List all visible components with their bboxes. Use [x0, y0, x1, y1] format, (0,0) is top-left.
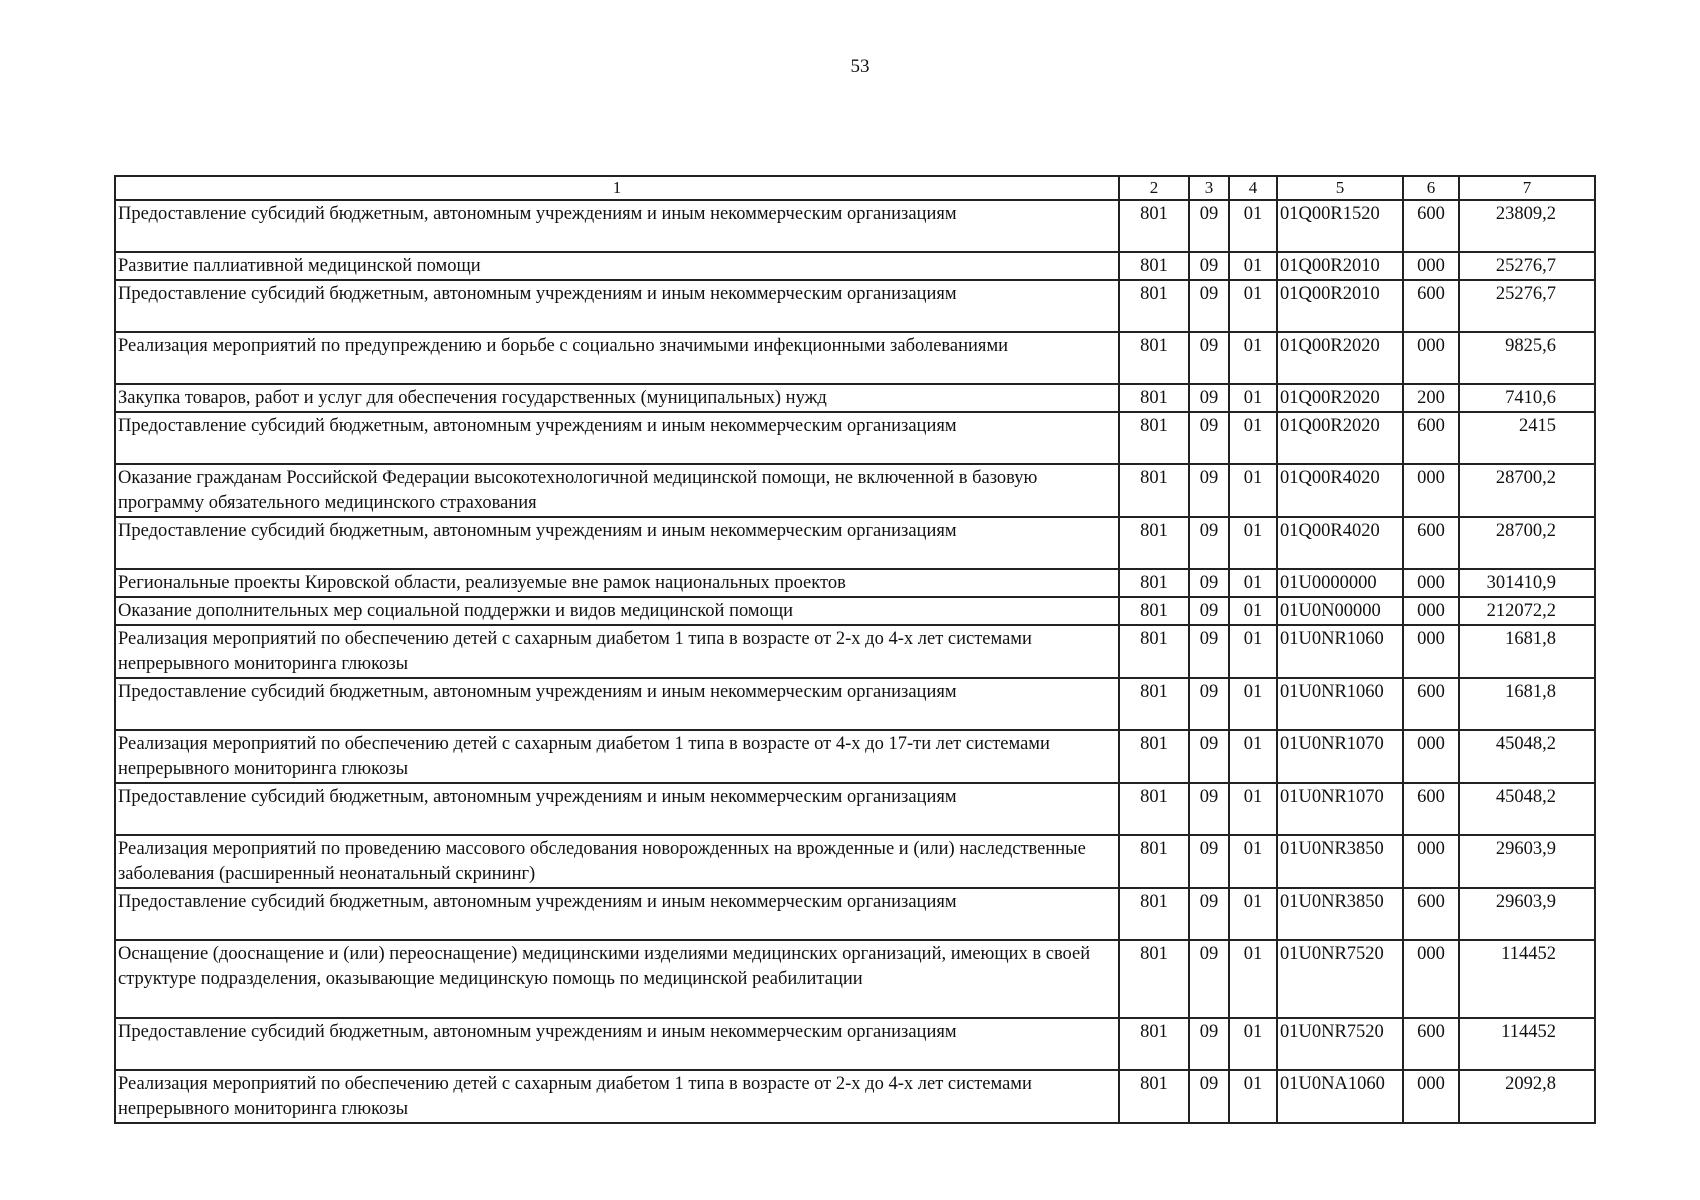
- row-ministry-code: 801: [1119, 517, 1189, 569]
- table-row: [115, 940, 1595, 1018]
- row-amount: 2092,8: [1459, 1070, 1595, 1123]
- row-target-article: 01U0NR1070: [1277, 730, 1403, 783]
- row-description: Предоставление субсидий бюджетным, автономным учреждениям и иным некоммерческим организациям: [115, 888, 1119, 940]
- row-subsection-code: 01: [1229, 597, 1277, 625]
- row-amount: 28700,2: [1459, 464, 1595, 517]
- row-description: Предоставление субсидий бюджетным, автономным учреждениям и иным некоммерческим организациям: [115, 200, 1119, 252]
- row-ministry-code: 801: [1119, 888, 1189, 940]
- row-section-code: 09: [1189, 569, 1229, 597]
- row-target-article: 01U0NA1060: [1277, 1070, 1403, 1123]
- row-section-code: 09: [1189, 1018, 1229, 1070]
- row-amount: 301410,9: [1459, 569, 1595, 597]
- row-subsection-code: 01: [1229, 940, 1277, 1018]
- row-amount: 9825,6: [1459, 332, 1595, 384]
- row-subsection-code: 01: [1229, 384, 1277, 412]
- header-cell-5: 5: [1277, 176, 1403, 200]
- table-row: [115, 280, 1595, 332]
- header-cell-3: 3: [1189, 176, 1229, 200]
- row-target-article: 01Q00R2020: [1277, 384, 1403, 412]
- row-subsection-code: 01: [1229, 332, 1277, 384]
- row-ministry-code: 801: [1119, 1018, 1189, 1070]
- row-amount: 212072,2: [1459, 597, 1595, 625]
- row-expense-type: 600: [1403, 412, 1459, 464]
- row-description: Реализация мероприятий по обеспечению детей с сахарным диабетом 1 типа в возрасте от 2-х до 4-х лет системами непрерывного мониторинга глюкозы: [115, 1070, 1119, 1123]
- row-ministry-code: 801: [1119, 783, 1189, 835]
- table-row: [115, 678, 1595, 730]
- row-target-article: 01Q00R2020: [1277, 332, 1403, 384]
- row-subsection-code: 01: [1229, 200, 1277, 252]
- row-section-code: 09: [1189, 783, 1229, 835]
- row-amount: 1681,8: [1459, 625, 1595, 678]
- row-section-code: 09: [1189, 678, 1229, 730]
- row-amount: 2415: [1459, 412, 1595, 464]
- row-description: Реализация мероприятий по обеспечению детей с сахарным диабетом 1 типа в возрасте от 2-х до 4-х лет системами непрерывного мониторинга глюкозы: [115, 625, 1119, 678]
- row-ministry-code: 801: [1119, 1070, 1189, 1123]
- row-section-code: 09: [1189, 597, 1229, 625]
- table-body: [115, 200, 1595, 1123]
- header-cell-2: 2: [1119, 176, 1189, 200]
- row-ministry-code: 801: [1119, 678, 1189, 730]
- row-amount: 7410,6: [1459, 384, 1595, 412]
- row-section-code: 09: [1189, 517, 1229, 569]
- header-row: [115, 176, 1595, 200]
- row-subsection-code: 01: [1229, 569, 1277, 597]
- row-subsection-code: 01: [1229, 280, 1277, 332]
- budget-table: [114, 175, 1596, 1124]
- row-subsection-code: 01: [1229, 1070, 1277, 1123]
- page-number: 53: [850, 56, 870, 77]
- row-expense-type: 000: [1403, 464, 1459, 517]
- row-description: Предоставление субсидий бюджетным, автономным учреждениям и иным некоммерческим организациям: [115, 412, 1119, 464]
- row-expense-type: 000: [1403, 597, 1459, 625]
- row-ministry-code: 801: [1119, 730, 1189, 783]
- row-expense-type: 000: [1403, 1070, 1459, 1123]
- row-target-article: 01Q00R2010: [1277, 252, 1403, 280]
- row-ministry-code: 801: [1119, 332, 1189, 384]
- row-ministry-code: 801: [1119, 569, 1189, 597]
- row-section-code: 09: [1189, 835, 1229, 888]
- header-cell-6: 6: [1403, 176, 1459, 200]
- row-description: Предоставление субсидий бюджетным, автономным учреждениям и иным некоммерческим организациям: [115, 1018, 1119, 1070]
- row-subsection-code: 01: [1229, 888, 1277, 940]
- table-row: [115, 569, 1595, 597]
- row-expense-type: 000: [1403, 730, 1459, 783]
- row-description: Региональные проекты Кировской области, реализуемые вне рамок национальных проектов: [115, 569, 1119, 597]
- row-target-article: 01U0NR7520: [1277, 1018, 1403, 1070]
- table-row: [115, 384, 1595, 412]
- table-row: [115, 252, 1595, 280]
- row-expense-type: 600: [1403, 678, 1459, 730]
- header-cell-1: 1: [115, 176, 1119, 200]
- row-description: Предоставление субсидий бюджетным, автономным учреждениям и иным некоммерческим организациям: [115, 517, 1119, 569]
- row-ministry-code: 801: [1119, 597, 1189, 625]
- row-description: Оказание гражданам Российской Федерации высокотехнологичной медицинской помощи, не включенной в базовую программу обязательного медицинского страхования: [115, 464, 1119, 517]
- row-description: Предоставление субсидий бюджетным, автономным учреждениям и иным некоммерческим организациям: [115, 678, 1119, 730]
- row-amount: 29603,9: [1459, 888, 1595, 940]
- row-amount: 45048,2: [1459, 730, 1595, 783]
- row-section-code: 09: [1189, 252, 1229, 280]
- table-row: [115, 1070, 1595, 1123]
- table-row: [115, 332, 1595, 384]
- row-target-article: 01U0N00000: [1277, 597, 1403, 625]
- row-target-article: 01U0NR3850: [1277, 888, 1403, 940]
- row-subsection-code: 01: [1229, 835, 1277, 888]
- row-section-code: 09: [1189, 412, 1229, 464]
- row-target-article: 01U0000000: [1277, 569, 1403, 597]
- row-section-code: 09: [1189, 1070, 1229, 1123]
- row-subsection-code: 01: [1229, 678, 1277, 730]
- row-section-code: 09: [1189, 625, 1229, 678]
- row-description: Оснащение (дооснащение и (или) переоснащение) медицинскими изделиями медицинских организаций, имеющих в своей структуре подразделения, оказывающие медицинскую помощь по медицинской реабилитации: [115, 940, 1119, 1018]
- row-section-code: 09: [1189, 332, 1229, 384]
- row-subsection-code: 01: [1229, 783, 1277, 835]
- row-ministry-code: 801: [1119, 412, 1189, 464]
- row-target-article: 01U0NR1060: [1277, 678, 1403, 730]
- table-row: [115, 888, 1595, 940]
- row-section-code: 09: [1189, 940, 1229, 1018]
- row-section-code: 09: [1189, 384, 1229, 412]
- table-row: [115, 1018, 1595, 1070]
- row-ministry-code: 801: [1119, 252, 1189, 280]
- row-target-article: 01Q00R1520: [1277, 200, 1403, 252]
- row-amount: 25276,7: [1459, 280, 1595, 332]
- row-ministry-code: 801: [1119, 940, 1189, 1018]
- table-row: [115, 835, 1595, 888]
- row-expense-type: 600: [1403, 783, 1459, 835]
- row-amount: 1681,8: [1459, 678, 1595, 730]
- row-expense-type: 600: [1403, 280, 1459, 332]
- row-target-article: 01U0NR3850: [1277, 835, 1403, 888]
- row-expense-type: 600: [1403, 888, 1459, 940]
- row-amount: 25276,7: [1459, 252, 1595, 280]
- row-target-article: 01Q00R4020: [1277, 517, 1403, 569]
- row-description: Развитие паллиативной медицинской помощи: [115, 252, 1119, 280]
- row-target-article: 01U0NR1060: [1277, 625, 1403, 678]
- table-row: [115, 597, 1595, 625]
- row-amount: 28700,2: [1459, 517, 1595, 569]
- row-expense-type: 600: [1403, 200, 1459, 252]
- row-target-article: 01Q00R2010: [1277, 280, 1403, 332]
- table-row: [115, 783, 1595, 835]
- row-amount: 29603,9: [1459, 835, 1595, 888]
- row-target-article: 01U0NR7520: [1277, 940, 1403, 1018]
- row-ministry-code: 801: [1119, 384, 1189, 412]
- row-amount: 45048,2: [1459, 783, 1595, 835]
- row-subsection-code: 01: [1229, 412, 1277, 464]
- row-subsection-code: 01: [1229, 1018, 1277, 1070]
- row-description: Предоставление субсидий бюджетным, автономным учреждениям и иным некоммерческим организациям: [115, 280, 1119, 332]
- table-row: [115, 464, 1595, 517]
- row-subsection-code: 01: [1229, 730, 1277, 783]
- row-subsection-code: 01: [1229, 252, 1277, 280]
- row-expense-type: 600: [1403, 1018, 1459, 1070]
- table-row: [115, 412, 1595, 464]
- table-row: [115, 200, 1595, 252]
- row-expense-type: 000: [1403, 569, 1459, 597]
- row-expense-type: 000: [1403, 332, 1459, 384]
- row-expense-type: 000: [1403, 835, 1459, 888]
- row-description: Закупка товаров, работ и услуг для обеспечения государственных (муниципальных) нужд: [115, 384, 1119, 412]
- row-ministry-code: 801: [1119, 200, 1189, 252]
- row-subsection-code: 01: [1229, 464, 1277, 517]
- table-row: [115, 517, 1595, 569]
- row-expense-type: 000: [1403, 940, 1459, 1018]
- table-row: [115, 730, 1595, 783]
- row-section-code: 09: [1189, 464, 1229, 517]
- row-subsection-code: 01: [1229, 517, 1277, 569]
- row-expense-type: 000: [1403, 252, 1459, 280]
- row-expense-type: 000: [1403, 625, 1459, 678]
- header-cell-4: 4: [1229, 176, 1277, 200]
- table-row: [115, 625, 1595, 678]
- row-target-article: 01U0NR1070: [1277, 783, 1403, 835]
- row-subsection-code: 01: [1229, 625, 1277, 678]
- row-description: Реализация мероприятий по обеспечению детей с сахарным диабетом 1 типа в возрасте от 4-х до 17-ти лет системами непрерывного мониторинга глюкозы: [115, 730, 1119, 783]
- row-expense-type: 600: [1403, 517, 1459, 569]
- row-amount: 114452: [1459, 940, 1595, 1018]
- row-amount: 23809,2: [1459, 200, 1595, 252]
- row-section-code: 09: [1189, 730, 1229, 783]
- row-target-article: 01Q00R4020: [1277, 464, 1403, 517]
- row-description: Предоставление субсидий бюджетным, автономным учреждениям и иным некоммерческим организациям: [115, 783, 1119, 835]
- row-section-code: 09: [1189, 280, 1229, 332]
- row-target-article: 01Q00R2020: [1277, 412, 1403, 464]
- row-section-code: 09: [1189, 200, 1229, 252]
- row-ministry-code: 801: [1119, 464, 1189, 517]
- header-cell-7: 7: [1459, 176, 1595, 200]
- row-ministry-code: 801: [1119, 835, 1189, 888]
- row-ministry-code: 801: [1119, 625, 1189, 678]
- row-expense-type: 200: [1403, 384, 1459, 412]
- row-description: Оказание дополнительных мер социальной поддержки и видов медицинской помощи: [115, 597, 1119, 625]
- row-description: Реализация мероприятий по проведению массового обследования новорожденных на врожденные и (или) наследственные заболевания (расширенный неонатальный скрининг): [115, 835, 1119, 888]
- row-amount: 114452: [1459, 1018, 1595, 1070]
- row-ministry-code: 801: [1119, 280, 1189, 332]
- row-section-code: 09: [1189, 888, 1229, 940]
- row-description: Реализация мероприятий по предупреждению и борьбе с социально значимыми инфекционными заболеваниями: [115, 332, 1119, 384]
